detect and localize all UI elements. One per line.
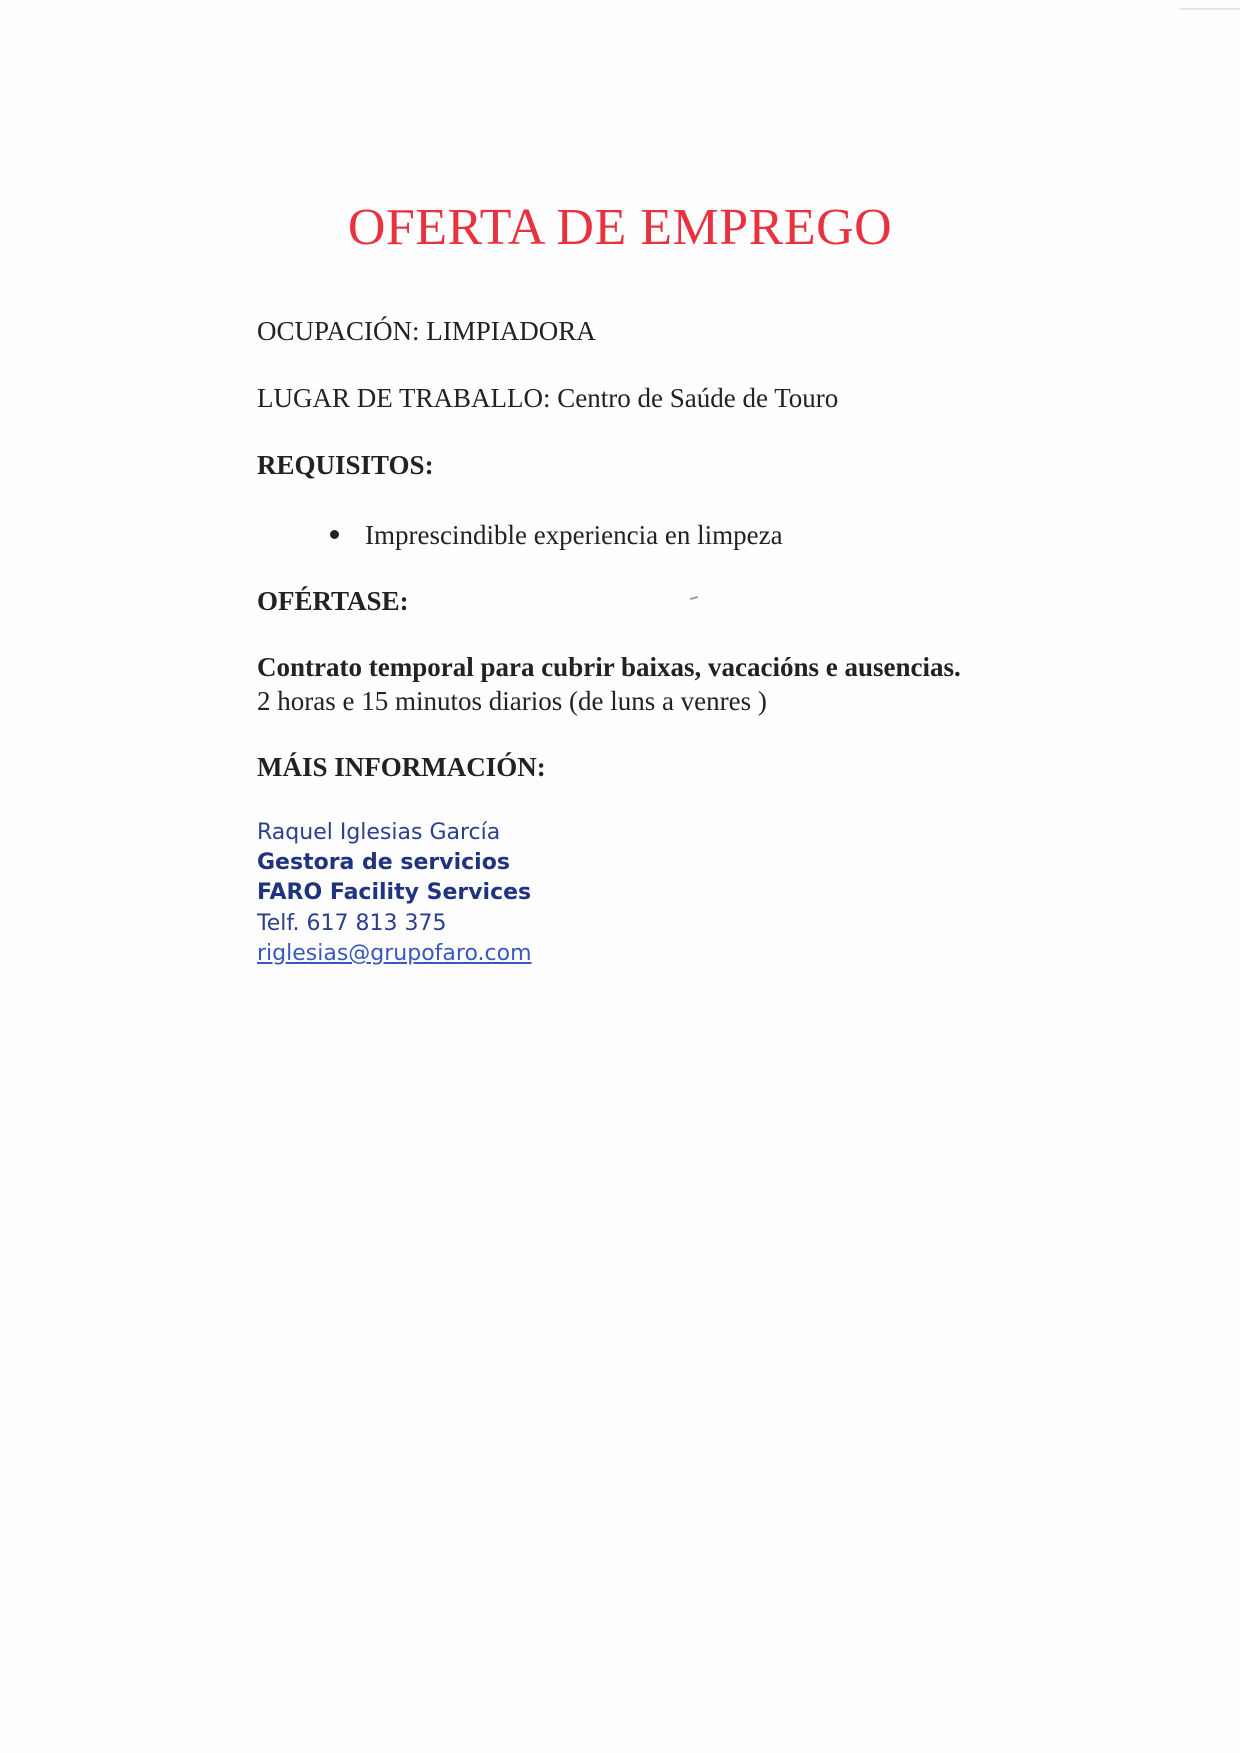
requirement-list-item (330, 520, 783, 551)
requirements-heading: REQUISITOS: (257, 450, 434, 480)
page-title: OFERTA DE EMPREGO (347, 199, 893, 256)
occupation-line: OCUPACIÓN: LIMPIADORA (257, 316, 596, 346)
contact-phone: Telf. 617 813 375 (257, 911, 447, 936)
contact-name: Raquel Iglesias García (257, 820, 501, 845)
contact-company: FARO Facility Services (257, 880, 532, 905)
bullet-icon (330, 530, 339, 539)
offer-heading: OFÉRTASE: (257, 586, 409, 616)
more-info-heading: MÁIS INFORMACIÓN: (257, 752, 546, 782)
schedule-line: 2 horas e 15 minutos diarios (de luns a venres ) (257, 686, 767, 716)
requirement-text: Imprescindible experiencia en limpeza (365, 520, 783, 550)
contact-email-link[interactable]: riglesias@grupofaro.com (257, 941, 532, 966)
contact-role: Gestora de servicios (257, 850, 510, 875)
scan-speck (690, 596, 698, 600)
scan-edge-mark (1180, 8, 1240, 10)
contract-line: Contrato temporal para cubrir baixas, vacacións e ausencias. (257, 652, 961, 682)
workplace-line: LUGAR DE TRABALLO: Centro de Saúde de Touro (257, 383, 839, 413)
